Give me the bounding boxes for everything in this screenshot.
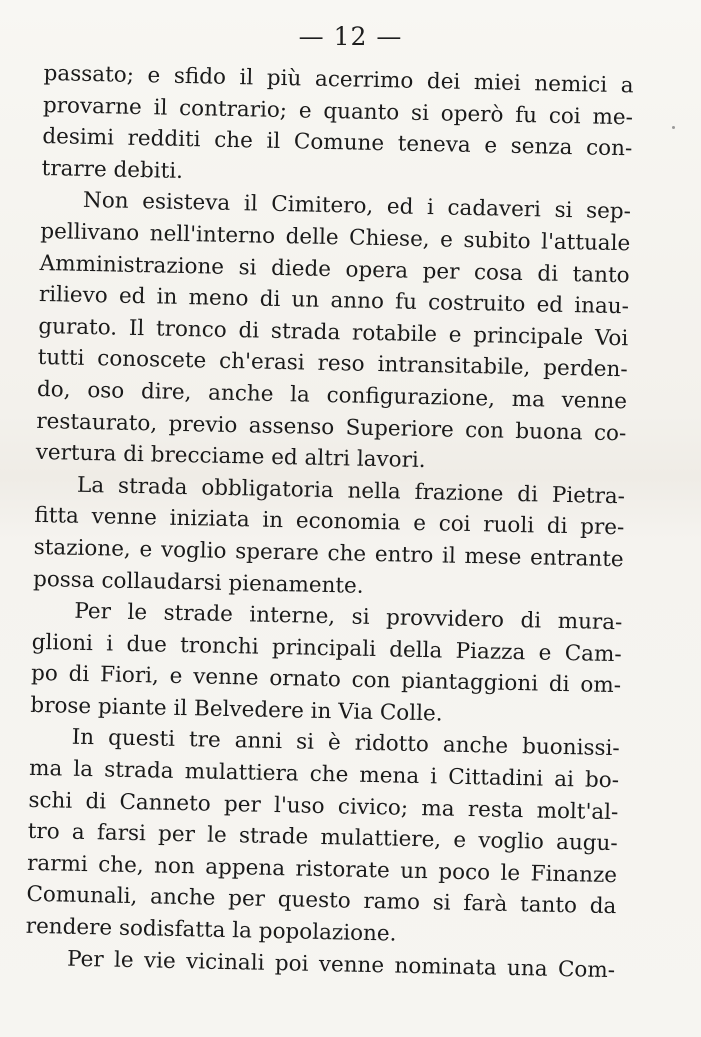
- text-line: stazione, e voglio sperare che entro il mese entrante: [33, 534, 624, 573]
- text-line: rarmi che, non appena ristorate un poco le Finanze: [26, 850, 618, 889]
- text-line: desimi redditi che il Comune teneva e senza con-: [42, 124, 633, 162]
- text-line: rilievo ed in meno di un anno fu costruito ed inau-: [38, 282, 630, 320]
- text-line: rendere sodisfatta la popolazione.: [25, 913, 397, 947]
- text-line: Comunali, anche per questo ramo si farà tanto da: [26, 882, 617, 920]
- text-line: fitta venne iniziata in economia e coi ruoli di pre-: [34, 503, 625, 541]
- text-line: glioni i due tronchi principali della Piazza e Cam-: [31, 629, 622, 667]
- text-line: pellivano nell'interno delle Chiese, e subito l'attuale: [40, 218, 631, 257]
- text-line: schi di Canneto per l'uso civico; ma resta molt'al-: [28, 787, 619, 825]
- text-line: provarne il contrario; e quanto si operò fu coi me-: [42, 92, 634, 130]
- text-line: La strada obbligatoria nella frazione di Pietra-: [76, 472, 626, 509]
- text-line: vertura di brecciame ed altri lavori.: [35, 440, 426, 474]
- text-line: tro a farsi per le strade mulattiere, e voglio augu-: [27, 819, 618, 857]
- paper-speck: [672, 126, 675, 129]
- text-line: passato; e sfido il più acerrimo dei miei nemici a: [43, 60, 634, 99]
- text-line: Non esisteva il Cimitero, ed i cadaveri si sep-: [82, 188, 632, 225]
- text-line: ma la strada mulattiera che mena i Cittadini ai bo-: [28, 755, 620, 794]
- text-line: possa collaudarsi pienamente.: [32, 566, 364, 599]
- text-line: Per le vie vicinali poi venne nominata una Com-: [66, 946, 616, 983]
- text-line: po di Fiori, e venne ornato con piantaggioni di om-: [30, 661, 622, 699]
- text-line: tutti conoscete ch'erasi reso intransitabile, perden-: [37, 345, 628, 383]
- text-line: trarre debiti.: [41, 155, 184, 184]
- text-line: do, oso dire, anche la configurazione, ma venne: [36, 376, 628, 415]
- text-line: Amministrazione si diede opera per cosa di tanto: [39, 250, 630, 288]
- page-number: — 12 —: [298, 22, 403, 51]
- text-line: Per le strade interne, si provvidero di mura-: [74, 598, 623, 636]
- text-line: restaurato, previo assenso Superiore con buona co-: [36, 408, 627, 446]
- text-line: In questi tre anni si è ridotto anche buonissi-: [71, 725, 620, 762]
- text-line: gurato. Il tronco di strada rotabile e principale Voi: [38, 313, 629, 352]
- body-text: [25, 58, 634, 986]
- text-line: brose piante il Belvedere in Via Colle.: [30, 692, 443, 727]
